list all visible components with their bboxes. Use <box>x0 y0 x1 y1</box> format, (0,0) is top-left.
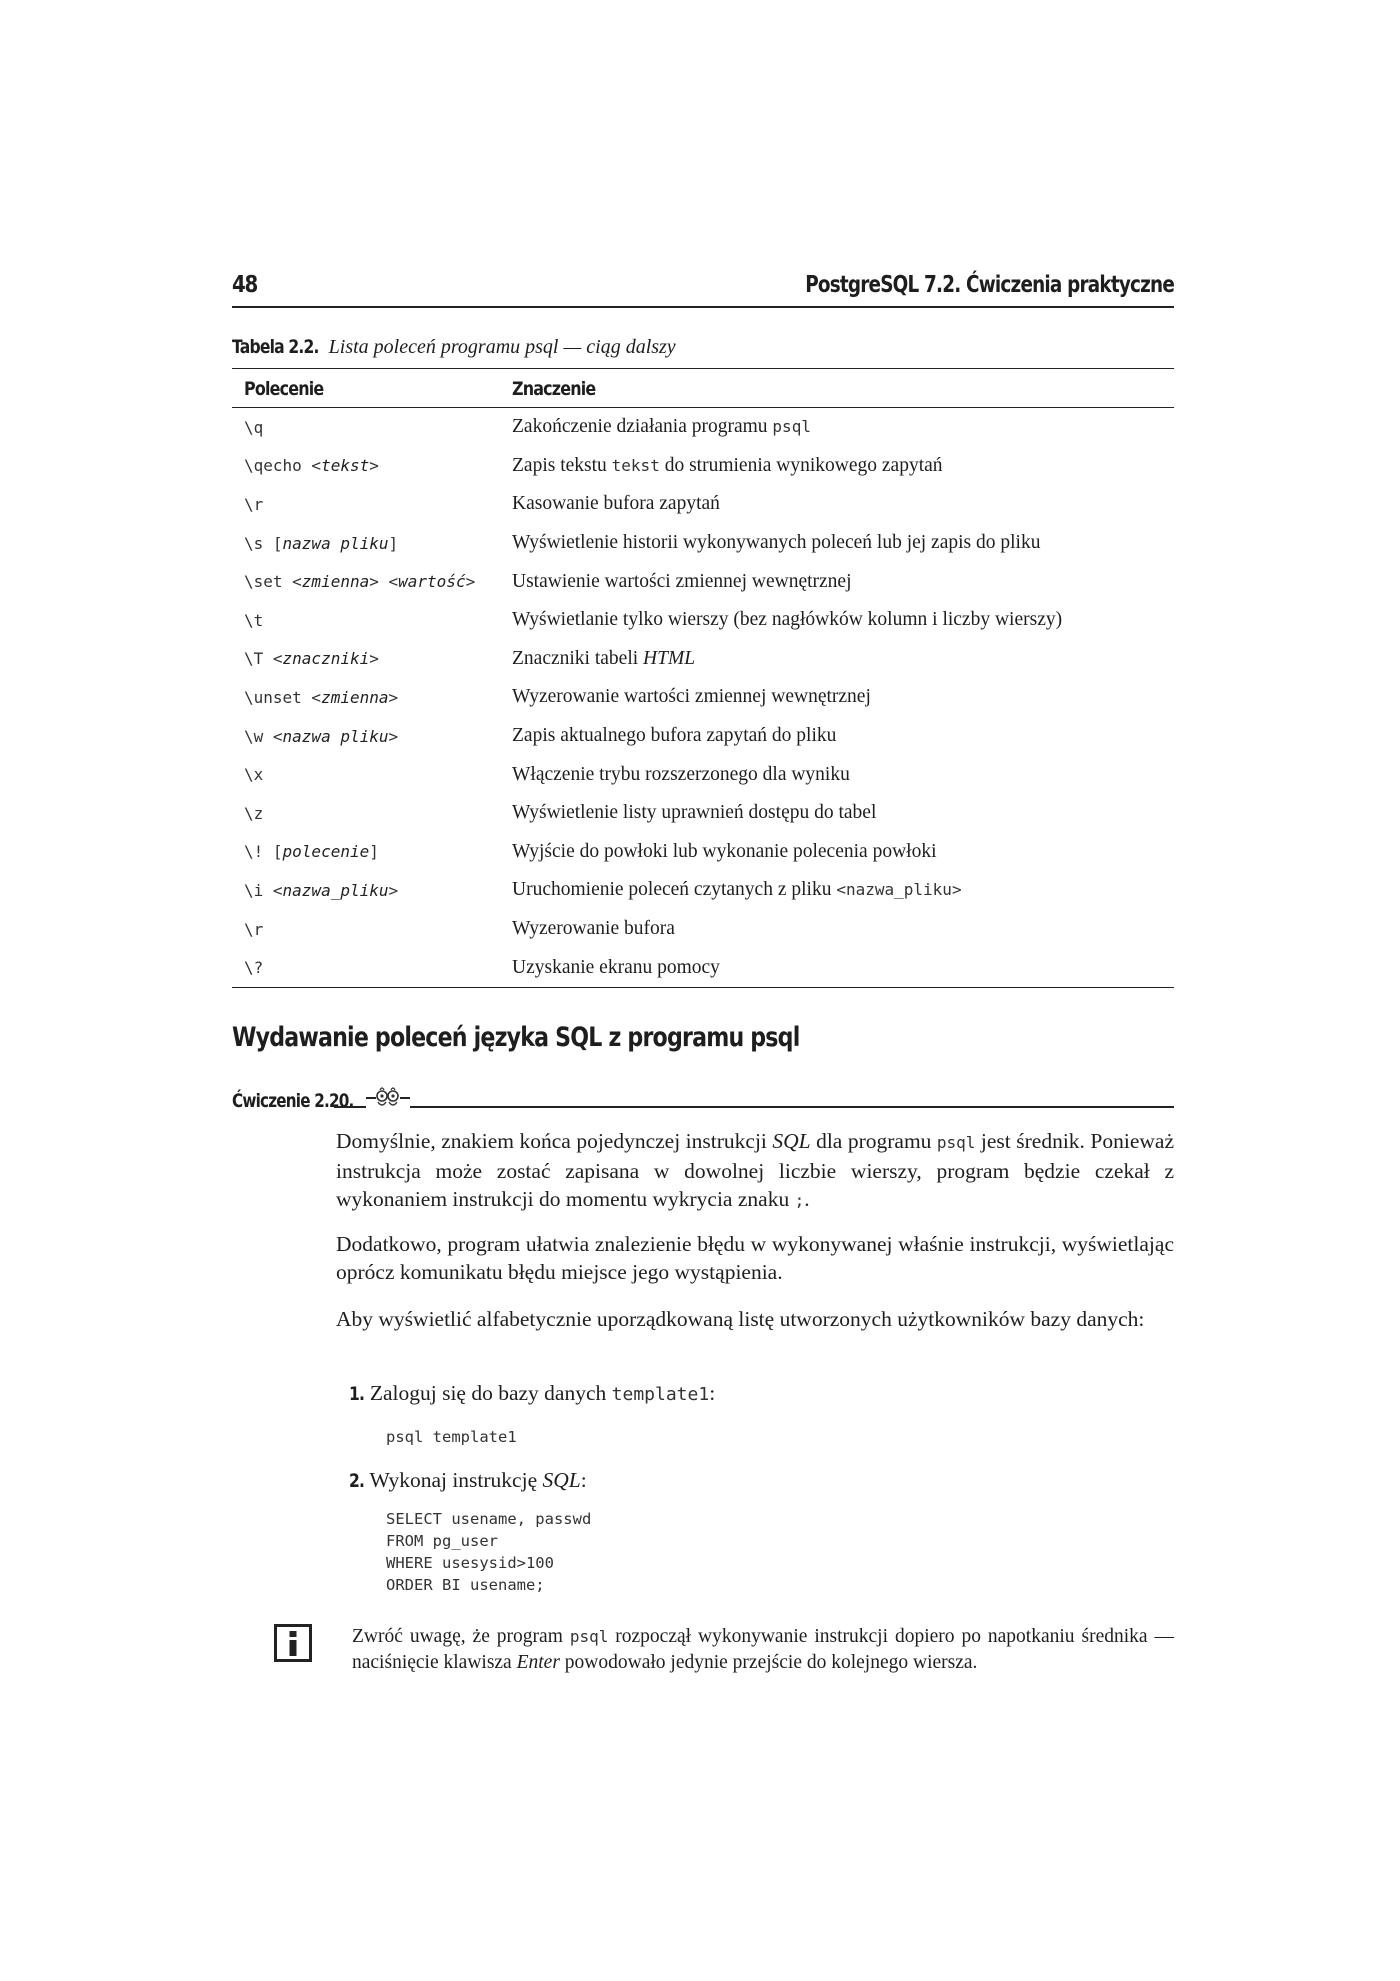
paragraph-1: Domyślnie, znakiem końca pojedynczej instrukcji SQL dla programu psql jest średnik. Ponieważ instrukcja może zostać zapisana w dowolnej liczbie wierszy, program będzie czekał z wykonaniem instrukcji do momentu wykrycia znaku ;. <box>336 1129 1174 1211</box>
command-cell: \set <zmienna> <wartość> <box>244 572 476 592</box>
meaning-cell: Kasowanie bufora zapytań <box>512 493 720 515</box>
table-row <box>232 755 1174 794</box>
command-cell: \w <nazwa pliku> <box>244 726 399 746</box>
command-cell: \r <box>244 494 264 514</box>
exercise-header <box>232 1090 1174 1120</box>
command-cell: \r <box>244 919 264 939</box>
column-header-command: Polecenie <box>232 369 500 408</box>
meaning-cell: Wyświetlanie tylko wierszy (bez nagłówków kolumn i liczby wierszy) <box>512 609 1063 631</box>
running-header <box>232 272 1174 308</box>
command-cell: \s [nazwa pliku] <box>244 533 399 553</box>
step-1: 1. Zaloguj się do bazy danych template1: <box>349 1381 716 1405</box>
meaning-cell: Znaczniki tabeli HTML <box>512 647 696 669</box>
meaning-cell: Wyświetlenie historii wykonywanych poleceń lub jej zapis do pliku <box>512 532 1041 554</box>
exercise-rule <box>334 1106 1174 1108</box>
command-cell: \! [polecenie] <box>244 842 379 862</box>
command-table-body <box>232 408 1174 988</box>
meaning-cell: Wyzerowanie bufora <box>512 918 675 940</box>
code-block-1: psql template1 <box>386 1428 517 1446</box>
command-table <box>232 368 1174 988</box>
meaning-cell: Zapis aktualnego bufora zapytań do pliku <box>512 725 837 747</box>
meaning-cell: Wyświetlenie listy uprawnień dostępu do tabel <box>512 802 877 824</box>
table-row <box>232 447 1174 486</box>
command-cell: \q <box>244 417 264 437</box>
command-cell: \z <box>244 803 264 823</box>
table-caption-text: Lista poleceń programu psql — ciąg dalszy <box>328 336 676 358</box>
paragraph-3: Aby wyświetlić alfabetycznie uporządkowaną listę utworzonych użytkowników bazy danych: <box>336 1307 1145 1331</box>
table-caption <box>232 336 676 359</box>
meaning-cell: Uzyskanie ekranu pomocy <box>500 948 1174 987</box>
command-cell: \qecho <tekst> <box>244 456 379 476</box>
command-cell: \i <nazwa_pliku> <box>244 880 399 900</box>
meaning-cell: Ustawienie wartości zmiennej wewnętrznej <box>512 570 852 592</box>
command-cell: \? <box>232 948 500 987</box>
meaning-cell: Włączenie trybu rozszerzonego dla wyniku <box>512 763 850 785</box>
note-text: Zwróć uwagę, że program psql rozpoczął wykonywanie instrukcji dopiero po napotkaniu średnika — naciśnięcie klawisza Enter powodowało jedynie przejście do kolejnego wiersza. <box>352 1626 1174 1673</box>
column-header-meaning: Znaczenie <box>500 369 1174 408</box>
meaning-cell: Uruchomienie poleceń czytanych z pliku <nazwa_pliku> <box>512 879 962 901</box>
meaning-cell: Zakończenie działania programu psql <box>512 416 811 438</box>
table-row <box>232 562 1174 601</box>
table-row <box>232 833 1174 872</box>
page-number: 48 <box>232 272 257 298</box>
table-row <box>232 408 1174 447</box>
table-row <box>232 910 1174 949</box>
table-caption-label: Tabela 2.2. <box>232 336 319 358</box>
table-row <box>232 948 1174 987</box>
meaning-cell: Wyzerowanie wartości zmiennej wewnętrznej <box>512 686 871 708</box>
paragraph-2: Dodatkowo, program ułatwia znalezienie błędu w wykonywanej właśnie instrukcji, wyświetlając oprócz komunikatu błędu miejsce jego wystąpienia. <box>336 1232 1174 1284</box>
table-row <box>232 717 1174 756</box>
book-title: PostgreSQL 7.2. Ćwiczenia praktyczne <box>805 272 1174 298</box>
command-cell: \T <znaczniki> <box>244 649 379 669</box>
table-row <box>232 524 1174 563</box>
exercise-label: Ćwiczenie 2.20. <box>232 1090 354 1112</box>
info-icon <box>274 1624 312 1662</box>
code-block-2: SELECT usename, passwd FROM pg_user WHERE usesysid>100 ORDER BI usename; <box>386 1510 592 1594</box>
table-row <box>232 601 1174 640</box>
table-row <box>232 794 1174 833</box>
ornament-icon <box>366 1082 410 1112</box>
meaning-cell: Zapis tekstu tekst do strumienia wynikowego zapytań <box>512 454 943 476</box>
meaning-cell: Wyjście do powłoki lub wykonanie polecenia powłoki <box>512 840 937 862</box>
command-cell: \x <box>244 765 264 785</box>
step-2: 2. Wykonaj instrukcję SQL: <box>349 1468 587 1492</box>
table-row <box>232 678 1174 717</box>
table-row <box>232 871 1174 910</box>
section-heading: Wydawanie poleceń języka SQL z programu psql <box>232 1022 800 1053</box>
table-row <box>232 640 1174 679</box>
table-header-row <box>232 369 1174 408</box>
command-cell: \unset <zmienna> <box>244 687 399 707</box>
command-cell: \t <box>244 610 264 630</box>
table-row <box>232 485 1174 524</box>
